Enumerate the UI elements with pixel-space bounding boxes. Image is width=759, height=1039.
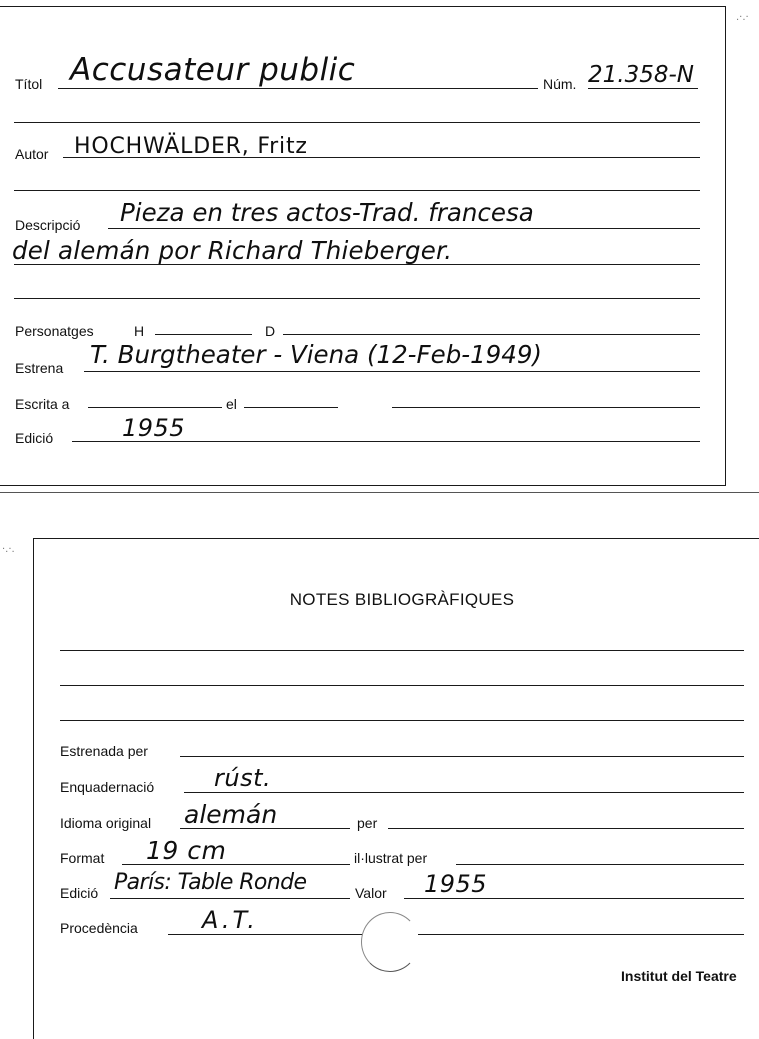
edicio-value: 1955 [122, 414, 186, 442]
edicio-line [110, 898, 350, 899]
per-line [388, 828, 744, 829]
escrita-line [88, 407, 222, 408]
edicio-label: Edició [15, 430, 54, 446]
escrita-label: Escrita a [15, 396, 70, 412]
h-label: H [134, 323, 145, 339]
stamp-mark [361, 912, 419, 972]
notes-line [60, 685, 744, 686]
idioma-label: Idioma original [60, 815, 152, 831]
valor-value: 1955 [424, 870, 488, 898]
estrenada-line [180, 756, 744, 757]
autor-label: Autor [15, 146, 49, 162]
titol-label: Títol [15, 76, 43, 92]
estrena-value: T. Burgtheater - Viena (12-Feb-1949) [90, 340, 542, 369]
el-line [244, 407, 338, 408]
notes-line [60, 650, 744, 651]
procedencia-label: Procedència [60, 920, 138, 936]
d-line [283, 334, 700, 335]
format-value: 19 cm [146, 836, 227, 865]
institution-name: Institut del Teatre [621, 968, 737, 984]
enquadernacio-label: Enquadernació [60, 779, 155, 795]
num-line [588, 88, 698, 89]
per-label: per [357, 815, 378, 831]
num-label: Núm. [543, 76, 577, 92]
blank-line [14, 122, 700, 123]
notes-line [60, 720, 744, 721]
descripcio-value-1: Pieza en tres actos-Trad. francesa [120, 198, 534, 227]
d-label: D [265, 323, 276, 339]
titol-value: Accusateur public [70, 52, 356, 88]
cut-line [0, 492, 759, 493]
el-line-cont [392, 407, 700, 408]
estrenada-label: Estrenada per [60, 743, 148, 759]
titol-line [58, 88, 538, 89]
el-label: el [226, 396, 237, 412]
valor-line [404, 898, 744, 899]
estrena-line [84, 371, 700, 372]
valor-label: Valor [355, 885, 387, 901]
format-label: Format [60, 850, 105, 866]
edicio2-label: Edició [60, 885, 99, 901]
illustrat-label: il·lustrat per [354, 850, 428, 866]
descripcio-label: Descripció [15, 217, 81, 233]
descripcio-line [108, 228, 700, 229]
procedencia-line [168, 934, 362, 935]
autor-value: HOCHWÄLDER, Fritz [74, 134, 308, 159]
h-line [155, 334, 252, 335]
edicio2-value: París: Table Ronde [114, 870, 307, 895]
blank-line [14, 298, 700, 299]
notes-title: NOTES BIBLIOGRÀFIQUES [289, 590, 515, 609]
descripcio-value-2: del alemán por Richard Thieberger. [12, 236, 453, 265]
blank-line [14, 190, 700, 191]
estrena-label: Estrena [15, 360, 64, 376]
enquadernacio-value: rúst. [214, 764, 272, 792]
idioma-value: alemán [184, 800, 278, 829]
scan-speck: ·.·. [2, 544, 15, 555]
illustrat-line [456, 864, 744, 865]
enquadernacio-line [184, 792, 744, 793]
personatges-label: Personatges [15, 323, 94, 339]
procedencia-value: A.T. [202, 906, 258, 934]
procedencia-line-cont [418, 934, 744, 935]
num-value: 21.358-N [588, 62, 694, 88]
scan-speck: .·.· [736, 12, 749, 23]
